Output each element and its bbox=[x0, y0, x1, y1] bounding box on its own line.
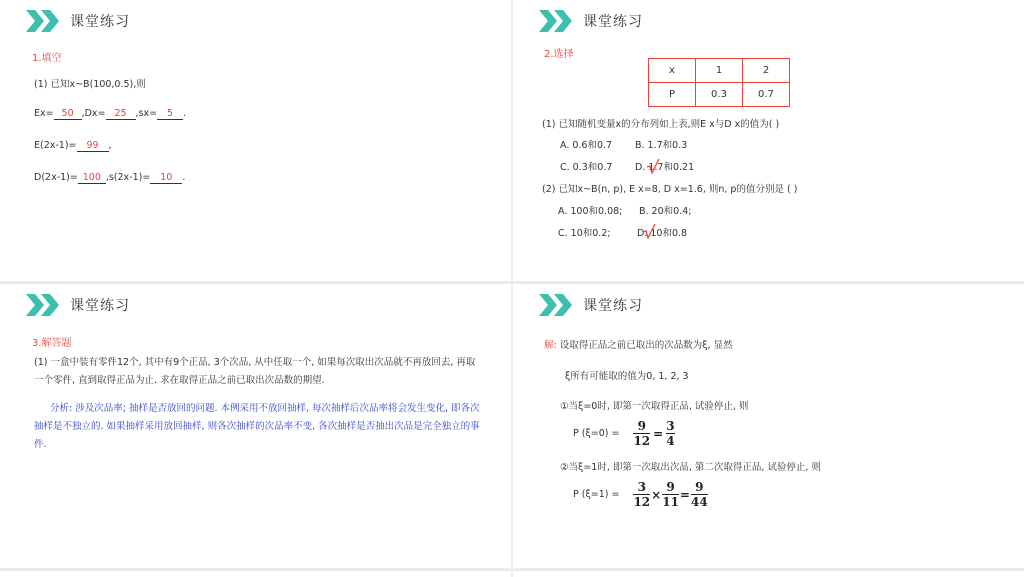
table-cell: 1 bbox=[696, 59, 743, 83]
case-1: ①当ξ=0时, 即第一次取得正品, 试验停止, 则 bbox=[560, 401, 749, 412]
denominator: 44 bbox=[690, 495, 708, 509]
numerator: 3 bbox=[637, 480, 646, 494]
distribution-table bbox=[648, 58, 790, 107]
table-cell: 0.3 bbox=[696, 83, 743, 107]
slide-problem bbox=[0, 284, 511, 568]
answer-blank: 50 bbox=[54, 109, 82, 120]
text: E(2x-1)= bbox=[34, 140, 77, 151]
text: ,Dx= bbox=[81, 108, 106, 119]
option-b: B. 20和0.4; bbox=[639, 206, 692, 217]
answer-blank: 99 bbox=[77, 141, 109, 152]
text: , bbox=[108, 140, 112, 151]
table-cell: P bbox=[649, 83, 696, 107]
slide-title: 课堂练习 bbox=[70, 298, 130, 314]
answer-line-e bbox=[34, 140, 112, 152]
fraction bbox=[666, 419, 674, 448]
table-row bbox=[649, 83, 790, 107]
slide-title: 课堂练习 bbox=[70, 14, 130, 30]
fraction bbox=[633, 480, 650, 509]
check-mark-icon bbox=[642, 223, 656, 239]
numerator: 9 bbox=[695, 480, 704, 494]
denominator: 4 bbox=[666, 434, 675, 448]
double-chevron-icon bbox=[539, 10, 575, 32]
next-slide-edge bbox=[513, 571, 1024, 577]
text: ,sx= bbox=[135, 108, 158, 119]
slide-fill-in bbox=[0, 0, 511, 281]
equals-sign: = bbox=[653, 426, 664, 441]
question-line: (1) 已知x~B(100,0.5),则 bbox=[34, 79, 146, 90]
denominator: 12 bbox=[633, 495, 651, 509]
text: . bbox=[182, 172, 186, 183]
section-label: 1.填空 bbox=[32, 53, 62, 64]
formula-label: P (ξ=0) = bbox=[573, 428, 620, 439]
solution-label: 解: bbox=[544, 340, 557, 351]
option-c: C. 0.3和0.7 bbox=[560, 162, 613, 173]
formula-label: P (ξ=1) = bbox=[573, 489, 620, 500]
numerator: 3 bbox=[666, 419, 675, 433]
fraction bbox=[662, 480, 679, 509]
table-row bbox=[649, 59, 790, 83]
text: ,s(2x-1)= bbox=[105, 172, 151, 183]
numerator: 9 bbox=[637, 419, 646, 433]
double-chevron-icon bbox=[26, 10, 62, 32]
times-sign: × bbox=[651, 487, 662, 502]
double-chevron-icon bbox=[26, 294, 62, 316]
text: Ex= bbox=[34, 108, 54, 119]
text: 设取得正品之前已取出的次品数为ξ, 显然 bbox=[559, 340, 733, 351]
answer-line-d bbox=[34, 172, 185, 184]
slide-header bbox=[539, 10, 643, 32]
next-slide-edge bbox=[0, 571, 511, 577]
answer-blank: 5 bbox=[157, 109, 183, 120]
denominator: 12 bbox=[633, 434, 651, 448]
value-range-line: ξ所有可能取的值为0, 1, 2, 3 bbox=[565, 371, 689, 382]
option-d: D. 10和0.8 bbox=[637, 228, 688, 239]
solution-line bbox=[544, 337, 733, 351]
slide-header bbox=[539, 294, 643, 316]
answer-blank: 10 bbox=[150, 173, 182, 184]
section-label: 3.解答题 bbox=[32, 338, 72, 349]
double-chevron-icon bbox=[539, 294, 575, 316]
slide-header bbox=[26, 294, 130, 316]
slide-header bbox=[26, 10, 130, 32]
table-cell: 2 bbox=[743, 59, 790, 83]
formula-p1 bbox=[573, 480, 708, 509]
section-label: 2.选择 bbox=[544, 49, 574, 60]
denominator: 11 bbox=[662, 495, 679, 509]
case-2: ②当ξ=1时, 即第一次取出次品, 第二次取得正品, 试验停止, 则 bbox=[560, 462, 821, 473]
option-c: C. 10和0.2; bbox=[558, 228, 611, 239]
table-cell: x bbox=[649, 59, 696, 83]
check-mark-icon bbox=[646, 158, 660, 174]
question-2: (2) 已知x~B(n, p), E x=8, D x=1.6, 则n, p的值分别是 ( ) bbox=[542, 184, 798, 195]
slide-title: 课堂练习 bbox=[583, 298, 643, 314]
answer-blank: 25 bbox=[106, 109, 136, 120]
question-1: (1) 已知随机变量x的分布列如上表,则E x与D x的值为( ) bbox=[542, 119, 780, 130]
answer-blank: 100 bbox=[78, 173, 106, 184]
problem-text: (1) 一盒中装有零件12个, 其中有9个正品, 3个次品, 从中任取一个, 如果每次取出次品就不再放回去, 再取一个零件, 直到取得正品为止. 求在取得正品之前已取出次品数的期望. bbox=[34, 357, 476, 386]
analysis-text: 分析: 涉及次品率; 抽样是否放回的问题. 本例采用不放回抽样, 每次抽样后次品率将会发生变化, 即各次抽样是不独立的. 如果抽样采用放回抽样, 则各次抽样的次品率不变, 各次抽样是否抽出次品是完全独立的事件. bbox=[34, 403, 480, 450]
text: D(2x-1)= bbox=[34, 172, 78, 183]
numerator: 9 bbox=[666, 480, 675, 494]
equals-sign: = bbox=[679, 487, 690, 502]
formula-p0 bbox=[573, 419, 675, 448]
text: . bbox=[183, 108, 187, 119]
option-b: B. 1.7和0.3 bbox=[635, 140, 688, 151]
table-cell: 0.7 bbox=[743, 83, 790, 107]
slide-title: 课堂练习 bbox=[583, 14, 643, 30]
option-a: A. 100和0.08; bbox=[558, 206, 623, 217]
fraction bbox=[633, 419, 650, 448]
slide-solution bbox=[513, 284, 1024, 568]
answer-line-expectation bbox=[34, 108, 186, 120]
option-d: D. 1.7和0.21 bbox=[635, 162, 695, 173]
option-a: A. 0.6和0.7 bbox=[560, 140, 613, 151]
fraction bbox=[691, 480, 708, 509]
